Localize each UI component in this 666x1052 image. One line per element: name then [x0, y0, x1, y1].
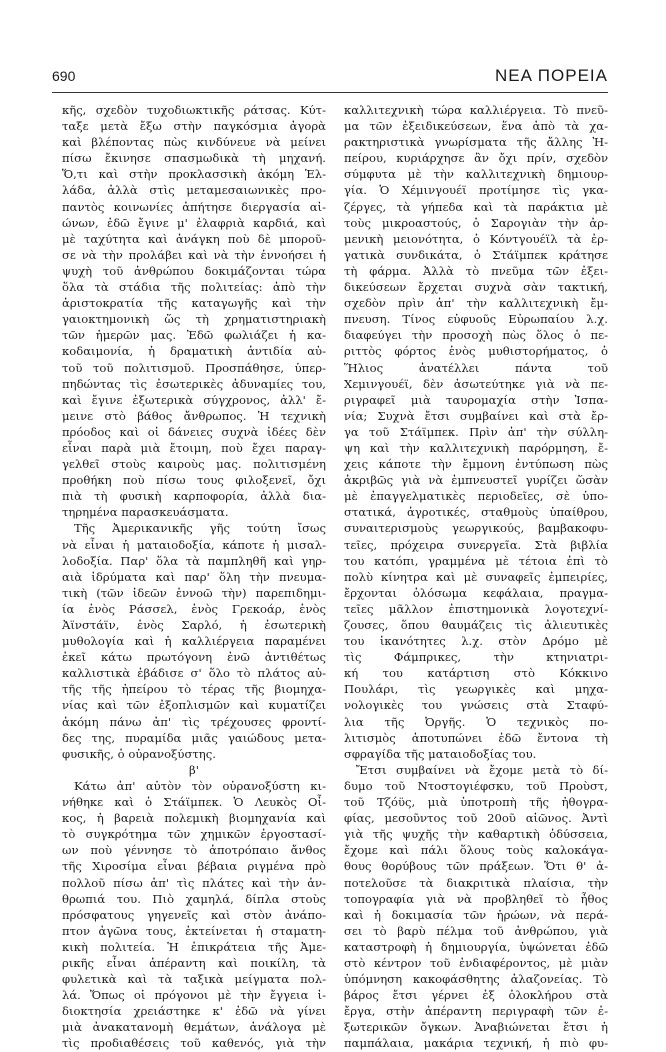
text-line: στατικά, ἀγροτικές, σταθμοὺς ὑπαίθρου, — [344, 505, 608, 520]
text-line: πηδώντας τὶς ἐσωτερικὲς ἀδυναμίες του, — [62, 376, 326, 391]
text-line: κικὴ πολιτεία. Ἡ ἐπικράτεια τῆς Ἀμε- — [62, 939, 326, 954]
text-line: ψυχὴ τοῦ ἀνθρώπου δοκιμάζονται τώρα — [62, 263, 326, 278]
text-line: καλλιτεχνικὴ τώρα καλλιέργεια. Τὸ πνεῦ- — [344, 103, 608, 117]
text-line: νὰ εἶναι ἡ ματαιοδοξία, κάποτε ἡ μισαλ- — [62, 537, 326, 552]
text-line: σει τὸ βαρὺ πέλμα τοῦ ἀνθρώπου, γιὰ — [344, 923, 608, 938]
text-line: σε νὰ τὴν προλάβει καὶ νὰ τὴν ἐννοήσει ἡ — [62, 247, 326, 262]
text-line: μεινε στὸ βάθος ἄνθρωπος. Ἡ τεχνικὴ — [62, 408, 326, 423]
text-line: παμπάλαια, μακάρια τεχνική, ἡ πιὸ φυ- — [344, 1036, 608, 1051]
text-line: ἀκριβῶς γιὰ νὰ ἐμπνευστεῖ γυρίζει ὥσὰν — [344, 473, 608, 488]
journal-title: ΝΕΑ ΠΟΡΕΙΑ — [495, 66, 608, 85]
text-line: συναιτερισμοὺς γεωργικούς, βαμβακοφυ- — [344, 521, 608, 536]
text-line: πολὺ κίνητρα καὶ μὲ συναφεῖς ἐμπειρίες, — [344, 569, 608, 584]
text-line: νήθηκε καὶ ὁ Στάϊμπεκ. Ὁ Λευκὸς Οἶ- — [62, 795, 326, 810]
text-line: Κάτω ἀπ' αὐτὸν τὸν οὐρανοξύστη κι- — [74, 778, 326, 793]
text-line: γαιοκτημονικὴ ὥς τὴ χρηματιστηριακὴ — [62, 312, 326, 327]
text-line: μὲ ταχύτητα καὶ ἀνάγκη ποὺ δὲ μποροῦ- — [62, 231, 326, 246]
text-line: ριττὸς φόρτος ἑνὸς μυθιστορήματος, ὁ — [344, 344, 608, 359]
text-line: εἶναι παρὰ μιὰ ἔτοιμη, ποὺ ἔχει παραγ- — [62, 440, 326, 455]
text-line: κος, ἡ βαρειὰ πολεμικὴ βιομηχανία καὶ — [62, 811, 326, 826]
text-line: στὸ κέντρον τοῦ ἐνδιαφέροντος, μὲ μιὰν — [344, 955, 608, 970]
text-line: λια τῆς Ὀργῆς. Ὁ τεχνικὸς πο- — [344, 714, 608, 729]
text-line: γα τοῦ Στάϊμπεκ. Πρὶν ἀπ' τὴν σύλλη- — [344, 424, 608, 439]
text-line: διαφεύγει τὴν προσοχὴ πὼς ὅλος ὁ πε- — [344, 328, 608, 343]
text-line: ρικῆς εἶναι ἀπέραντη καὶ ποικίλη, τὰ — [62, 955, 326, 970]
text-line: τοῦ τοῦ πολιτισμοῦ. Προσπάθησε, ὑπερ- — [62, 360, 326, 375]
text-line: πρόσφατους γηγενεῖς καὶ στὸν ἀνάπο- — [62, 907, 326, 922]
text-line: τεῖες μᾶλλον ἐπιστημονικὰ λογοτεχνί- — [344, 601, 608, 616]
text-line: ξωτερικῶν ὄγκων. Ἀναβιώνεται ἔτσι ἡ — [344, 1020, 608, 1035]
text-line: β' — [189, 762, 199, 777]
text-line: ψη καὶ τὴν καλλιτεχνικὴ παρόρμηση, ἔ- — [344, 440, 608, 455]
text-line: σχεδὸν πρὶν ἀπ' τὴν καλλιτεχνικὴ ἔμ- — [344, 296, 608, 311]
text-line: μα τῶν ἐξειδικεύσεων, ἕνα ἀπὸ τὰ χα- — [344, 119, 608, 134]
text-line: του κατόπι, γραμμένα μὲ τέτοια ἐπὶ τὸ — [344, 553, 608, 568]
text-line: νίας καὶ τῶν ἐξοπλισμῶν καὶ κυματίζει — [62, 698, 326, 713]
text-line: ἀριστοκρατία τῆς καταγωγῆς καὶ τὴν — [62, 296, 326, 311]
text-line: τὶς προδιαθέσεις τοῦ καθενός, γιὰ τὴν — [62, 1036, 326, 1051]
text-line: λάδα, ἀλλὰ στὶς μεταμεσαιωνικὲς προ- — [62, 183, 326, 198]
text-line: Πουλάρι, τὶς γεωργικὲς καὶ μηχα- — [344, 682, 608, 697]
text-line: ρακτηριστικὰ γνωρίσματα τῆς ἄλλης Ἠ- — [344, 135, 608, 150]
text-line: ζουσες, ὅπου θαυμάζεις τὶς ἀλιευτικὲς — [344, 618, 608, 632]
left-text-column — [62, 102, 326, 1052]
text-line: τικὴ (τῶν ἰδεῶν ἐννοῶ τὴν) παρεπιδημι- — [62, 585, 326, 600]
text-line: τὶς Φάμπρικες, τὴν κτηνιατρι- — [344, 650, 608, 665]
text-line: δικεύσεων ἔρχεται συχνὰ σὰν τακτική, — [344, 280, 608, 295]
text-line: ἔργα, στὴν ἀπέραντη περιγραφὴ τῶν ἐ- — [344, 1004, 608, 1019]
text-line: λοδοξία. Παρ' ὅλα τὰ παμπληθῆ καὶ γηρ- — [62, 553, 326, 568]
text-line: μιὰ ἀνακατανομὴ θεμάτων, ἀνάλογα μὲ — [62, 1020, 326, 1035]
page-header — [52, 62, 608, 93]
text-line: θους θορύβους τῶν πράξεων. Ὅτι θ' ἀ- — [344, 859, 608, 874]
text-line: τεῖες, πρόχειρα συνεργεῖα. Στὰ βιβλία — [344, 537, 608, 552]
text-line: μυθολογία καὶ ἡ καλλιέργεια παραμένει — [62, 634, 326, 649]
text-line: δες της, πυραμίδα μιᾶς γαιώδους μετα- — [62, 730, 326, 745]
text-line: ριγραφεῖ μιὰ ταυρομαχία στὴν Ἱσπα- — [344, 392, 608, 407]
text-line: ων ποὺ γέννησε τὸ ἀποτρόπαιο ἄνθος — [62, 843, 326, 858]
text-line: νολογικὲς του γνώσεις στὰ Σταφύ- — [344, 698, 608, 713]
text-line: κῆς, σχεδὸν τυχοδιωκτικῆς ράτσας. Κύτ- — [62, 103, 326, 117]
text-line: ἔχομε καὶ πάλι ὅλους τοὺς καλοκάγα- — [344, 843, 608, 858]
text-line: σύμφυτα μὲ τὴν καλλιτεχνικὴ δημιουρ- — [344, 167, 608, 182]
text-line: γελθεῖ στοὺς καιροὺς μας. πολιτισμένη — [62, 457, 326, 472]
text-line: πολλοῦ πίσω ἀπ' τὶς πλάτες καὶ τὴν ἀν- — [62, 875, 326, 890]
text-line: Ἥλιος ἀνατέλλει πάντα τοῦ — [344, 360, 608, 375]
text-line: λιτισμὸς ἀποτυπώνει ἐδῶ ἔντονα τὴ — [344, 730, 608, 745]
text-line: πνευση. Τίνος εὐφυοῦς Εὐρωπαίου λ.χ. — [344, 312, 608, 327]
text-line: τῆς τῆς ἠπείρου τὸ τέρας τῆς βιομηχα- — [62, 682, 326, 697]
text-line: ία ἑνὸς Ράσσελ, ἑνὸς Γρεκοάρ, ἑνὸς — [62, 601, 326, 616]
text-line: του ἱκανότητες λ.χ. στὸν Δρόμο μὲ — [344, 634, 608, 649]
text-line: ὑπόμνηση κακοφάσθητης ἀλαζονείας. Τὸ — [344, 972, 608, 987]
text-line: τῆς Χιροσίμα εἶναι βέβαια ριγμένα πρὸ — [62, 859, 326, 874]
page-number: 690 — [52, 68, 76, 84]
text-line: ζέργες, τὰ γήπεδα καὶ τὰ παράκτια μὲ — [344, 199, 608, 214]
text-line: πείρου, κυριάρχησε ἂν ὄχι πρίν, σχεδὸν — [344, 151, 608, 166]
text-line: τοὺς μικροαστούς, ὁ Σαρογιὰν τὴν ἀρ- — [344, 215, 608, 230]
text-line: Ὅ,τι καὶ στὴν προκλασσικὴ ἀκόμη Ἑλ- — [62, 167, 326, 182]
text-line: δυμο τοῦ Ντοστογιέφσκυ, τοῦ Προὺστ, — [344, 778, 608, 793]
right-text-column — [344, 102, 608, 1052]
text-line: φυσικῆς, ὁ οὐρανοξύστης. — [62, 746, 216, 761]
text-line: ποτελοῦσε τὰ διακριτικὰ πλαίσια, τὴν — [344, 875, 608, 890]
text-line: τὸ συγκρότημα τῶν χημικῶν ἐργοστασί- — [62, 827, 326, 842]
text-line: γία. Ὁ Χέμινγουέϊ προτίμησε τὶς γκα- — [344, 183, 608, 198]
text-line: σφραγίδα τῆς ματαιοδοξίας του. — [344, 746, 537, 761]
text-line: ἔρχονται ὁλόσωμα κεφάλαια, πραγμα- — [344, 585, 608, 600]
text-line: Τῆς Ἀμερικανικῆς γῆς τούτη ἴσως — [74, 521, 326, 536]
text-line: φίας, μεσοῦντος τοῦ 20οῦ αἰῶνος. Ἀντὶ — [344, 811, 608, 826]
text-line: τοῦ Τζόϋς, μιὰ ὑποτροπὴ τῆς ἠθογρα- — [344, 795, 608, 810]
text-line: ἀκόμη πάνω ἀπ' τὶς τρέχουσες φροντί- — [62, 714, 326, 729]
text-line: τὴ φάρμα. Ἀλλὰ τὸ πνεῦμα τῶν ἐξει- — [344, 263, 608, 278]
text-line: καὶ ἔγινε ἐξωτερικὰ σύγχρονος, ἀλλ' ἔ- — [62, 392, 326, 407]
text-line: Ἔτσι συμβαίνει νὰ ἔχομε μετὰ τὸ δί- — [356, 762, 608, 777]
text-line: προθήκη ποὺ πίσω τους φιλοξενεῖ, ὄχι — [62, 473, 326, 488]
text-line: γιὰ τῆς ψυχῆς τὴν καθαρτικὴ ὁδύσσεια, — [344, 827, 608, 842]
text-line: καὶ ἡ δοκιμασία τῶν ἡρώων, νὰ περά- — [344, 907, 608, 922]
text-line: πιὰ τὴ φυσικὴ καρποφορία, ἀλλὰ δια- — [62, 489, 326, 504]
text-line: ώνων, ἐδῶ ἔγινε μ' ἐλαφριὰ καρδιά, καὶ — [62, 215, 326, 230]
text-line: μὲ ἐπαγγελματικὲς περιοδεῖες, σὲ ὑπο- — [344, 489, 608, 504]
text-line: ταξε μετὰ ἔξω στὴν παγκόσμια ἀγορὰ — [62, 119, 326, 134]
text-line: λά. Ὅπως οἱ πρόγονοι μὲ τὴν ἔγγεια ἰ- — [62, 988, 326, 1003]
text-line: θρωπιά του. Πιὸ χαμηλά, δίπλα στοὺς — [62, 891, 326, 906]
text-line: καταστροφὴ ἡ δημιουργία, ὑψώνεται ἐδῶ — [344, 939, 608, 954]
text-line: ἐκεῖ κάτω πρωτόγονη ἐνῶ ἀντιθέτως — [62, 650, 326, 665]
text-line: χεις κάποτε τὴν ἔμμονη ἐντύπωση πὼς — [344, 457, 608, 472]
text-line: νία; Συχνὰ ἔτσι συμβαίνει καὶ στὰ ἔρ- — [344, 408, 608, 423]
text-line: τοπογραφία γιὰ νὰ προβληθεῖ τὸ ἦθος — [344, 891, 608, 906]
text-line: διοκτησία χρειάστηκε κ' ἐδῶ νὰ γίνει — [62, 1004, 326, 1019]
text-line: γατικὰ συνδικάτα, ὁ Στάϊμπεκ κράτησε — [344, 247, 608, 262]
text-line: αιὰ ἰδρύματα καὶ παρ' ὅλη τὴν πνευμα- — [62, 569, 326, 584]
text-line: μενικὴ μειονότητα, ὁ Κόντγουέϊλ τὰ ἐρ- — [344, 231, 608, 246]
text-line: βάρος ἔτσι γέρνει ἐξ ὁλοκλήρου στὰ — [344, 988, 608, 1003]
text-line: παντὸς κοινωνίες ἀπήτησε διεργασία αἰ- — [62, 199, 326, 214]
text-line: πίσω ἔκινησε σπασμωδικὰ τὴ μηχανή. — [62, 151, 326, 166]
text-line: τηρημένα παρασκευάσματα. — [62, 505, 229, 520]
text-line: τῶν ἡμερῶν μας. Ἐδῶ φωλιάζει ἡ κα- — [62, 328, 326, 343]
text-line: φυλετικὰ καὶ τὰ ταξικὰ μείγματα πολ- — [62, 972, 326, 987]
text-line: ὅλα τὰ στάδια τῆς πολιτείας: ἀπὸ τὴν — [62, 280, 326, 295]
text-line: κοδαιμονία, ἡ δραματικὴ ἀντιδία αὐ- — [62, 344, 326, 359]
text-line: Χεμινγουέϊ, δὲν ἀσωτεύτηκε γιὰ νὰ πε- — [344, 376, 608, 391]
text-line: Ἀϊνστάϊν, ἑνὸς Σαρλό, ἡ ἐσωτερικὴ — [62, 618, 326, 632]
text-line: πρόοδος καὶ οἱ δάνειες συχνὰ ἰδέες δὲν — [62, 424, 326, 439]
text-line: καλλιστικὰ ἐβάδισε σ' ὅλο τὸ πλάτος αὐ- — [62, 666, 326, 681]
text-line: καὶ βλέποντας πὼς κινδύνευε νὰ μείνει — [62, 135, 326, 150]
text-line: κή του κατάρτιση στὸ Κόκκινο — [344, 666, 608, 681]
text-line: πτον ἀγῶνα τους, ἐκτείνεται ἡ σταματη- — [62, 923, 326, 938]
